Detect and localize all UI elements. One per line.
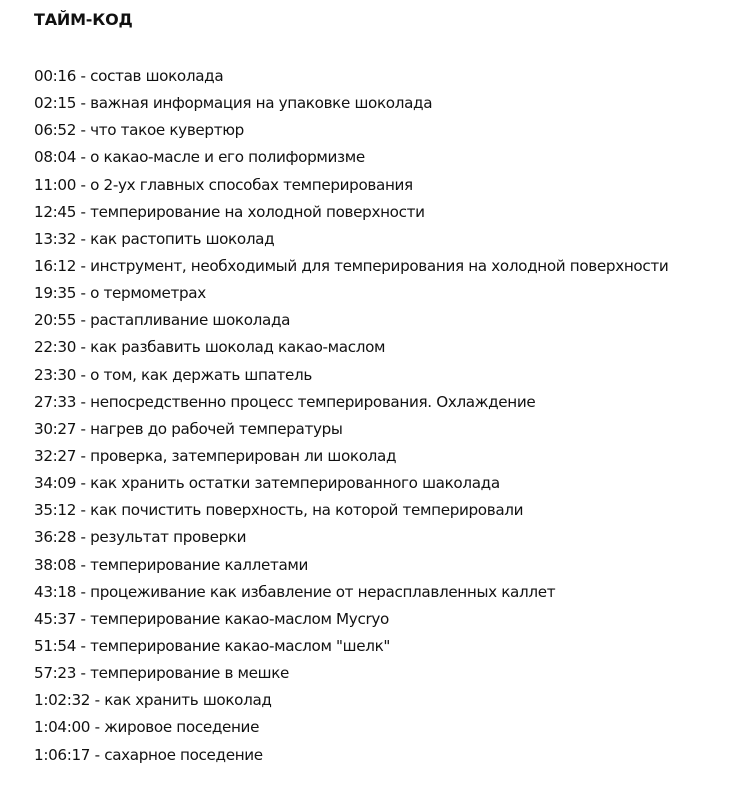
timecode-time: 57:23 xyxy=(34,664,77,683)
timecode-time: 51:54 xyxy=(34,636,77,655)
timecode-time: 23:30 xyxy=(34,365,77,384)
timecode-entry: 51:54 - темперирование какао-маслом "шелк" xyxy=(34,636,391,655)
timecode-entry: 57:23 - темперирование в мешке xyxy=(34,664,290,683)
timecode-time: 38:08 xyxy=(34,555,77,574)
timecode-description: о термометрах xyxy=(90,284,206,303)
timecode-description: как почистить поверхность, на которой темперировали xyxy=(90,501,524,520)
timecode-entry: 1:02:32 - как хранить шоколад xyxy=(34,691,272,710)
timecode-description: темперирование каллетами xyxy=(90,555,309,574)
timecode-time: 22:30 xyxy=(34,338,77,357)
timecode-time: 00:16 xyxy=(34,67,77,85)
timecode-time: 16:12 xyxy=(34,256,77,275)
timecode-entry: 1:06:17 - сахарное поседение xyxy=(34,745,263,764)
timecode-time: 12:45 xyxy=(34,202,77,221)
timecode-description: инструмент, необходимый для темперирования на холодной поверхности xyxy=(90,256,669,275)
timecode-time: 45:37 xyxy=(34,609,77,628)
timecode-time: 19:35 xyxy=(34,284,77,303)
timecode-description: жировое поседение xyxy=(104,718,260,737)
timecode-description: темперирование какао-маслом Mycryo xyxy=(90,609,389,628)
timecode-description: темперирование в мешке xyxy=(90,664,290,683)
timecode-entry: 45:37 - темперирование какао-маслом Mycryo xyxy=(34,609,389,628)
section-heading: ТАЙМ-КОД xyxy=(34,10,133,29)
timecode-time: 1:04:00 xyxy=(34,718,91,737)
timecode-description: как разбавить шоколад какао-маслом xyxy=(90,338,386,357)
timecode-time: 35:12 xyxy=(34,501,77,520)
timecode-entry: 12:45 - темперирование на холодной поверхности xyxy=(34,202,425,221)
timecode-entry: 30:27 - нагрев до рабочей температуры xyxy=(34,419,343,438)
timecode-entry: 32:27 - проверка, затемперирован ли шоколад xyxy=(34,446,397,465)
timecode-time: 34:09 xyxy=(34,474,77,493)
timecode-entry: 35:12 - как почистить поверхность, на которой темперировали xyxy=(34,501,524,520)
timecode-entry: 19:35 - о термометрах xyxy=(34,284,206,303)
timecode-entry: 22:30 - как разбавить шоколад какао-маслом xyxy=(34,338,386,357)
timecode-list xyxy=(34,63,668,769)
timecode-entry: 27:33 - непосредственно процесс темперирования. Охлаждение xyxy=(34,392,536,411)
timecode-time: 08:04 xyxy=(34,148,77,167)
timecode-entry: 34:09 - как хранить остатки затемперированного шаколада xyxy=(34,474,500,493)
timecode-entry: 20:55 - растапливание шоколада xyxy=(34,311,291,330)
timecode-entry: 23:30 - о том, как держать шпатель xyxy=(34,365,312,384)
timecode-entry: 1:04:00 - жировое поседение xyxy=(34,718,260,737)
timecode-description: состав шоколада xyxy=(90,67,224,85)
timecode-description: темперирование на холодной поверхности xyxy=(90,202,425,221)
timecode-description: как растопить шоколад xyxy=(90,229,275,248)
timecode-description: проверка, затемперирован ли шоколад xyxy=(90,446,397,465)
timecode-entry: 00:16 - состав шоколада xyxy=(34,67,224,85)
timecode-time: 06:52 xyxy=(34,121,77,140)
timecode-description: как хранить шоколад xyxy=(104,691,272,710)
timecode-description: нагрев до рабочей температуры xyxy=(90,419,343,438)
timecode-section xyxy=(34,8,729,764)
timecode-time: 43:18 xyxy=(34,582,77,601)
timecode-description: сахарное поседение xyxy=(104,745,263,764)
timecode-description: о какао-масле и его полиформизме xyxy=(90,148,365,167)
timecode-description: как хранить остатки затемперированного шаколада xyxy=(90,474,500,493)
timecode-time: 27:33 xyxy=(34,392,77,411)
timecode-entry: 06:52 - что такое кувертюр xyxy=(34,121,244,140)
timecode-time: 1:06:17 xyxy=(34,745,91,764)
timecode-entry: 13:32 - как растопить шоколад xyxy=(34,229,275,248)
timecode-entry: 38:08 - темперирование каллетами xyxy=(34,555,309,574)
timecode-time: 32:27 xyxy=(34,446,77,465)
timecode-entry: 11:00 - о 2-ух главных способах темперирования xyxy=(34,175,413,194)
timecode-description: о 2-ух главных способах темперирования xyxy=(90,175,413,194)
timecode-time: 30:27 xyxy=(34,419,77,438)
timecode-time: 13:32 xyxy=(34,229,77,248)
timecode-description: важная информация на упаковке шоколада xyxy=(90,94,433,113)
timecode-time: 36:28 xyxy=(34,528,77,547)
timecode-description: что такое кувертюр xyxy=(90,121,244,140)
timecode-description: непосредственно процесс темперирования. Охлаждение xyxy=(90,392,536,411)
timecode-entry: 43:18 - процеживание как избавление от нерасплавленных каллет xyxy=(34,582,556,601)
timecode-description: растапливание шоколада xyxy=(90,311,291,330)
timecode-time: 1:02:32 xyxy=(34,691,91,710)
timecode-entry: 02:15 - важная информация на упаковке шоколада xyxy=(34,94,433,113)
timecode-entry: 08:04 - о какао-масле и его полиформизме xyxy=(34,148,365,167)
timecode-time: 02:15 xyxy=(34,94,77,113)
timecode-description: о том, как держать шпатель xyxy=(90,365,312,384)
timecode-time: 20:55 xyxy=(34,311,77,330)
timecode-entry: 16:12 - инструмент, необходимый для темперирования на холодной поверхности xyxy=(34,256,669,275)
timecode-description: темперирование какао-маслом "шелк" xyxy=(90,636,391,655)
timecode-entry: 36:28 - результат проверки xyxy=(34,528,247,547)
timecode-description: результат проверки xyxy=(90,528,247,547)
timecode-time: 11:00 xyxy=(34,175,77,194)
timecode-description: процеживание как избавление от нерасплавленных каллет xyxy=(90,582,556,601)
